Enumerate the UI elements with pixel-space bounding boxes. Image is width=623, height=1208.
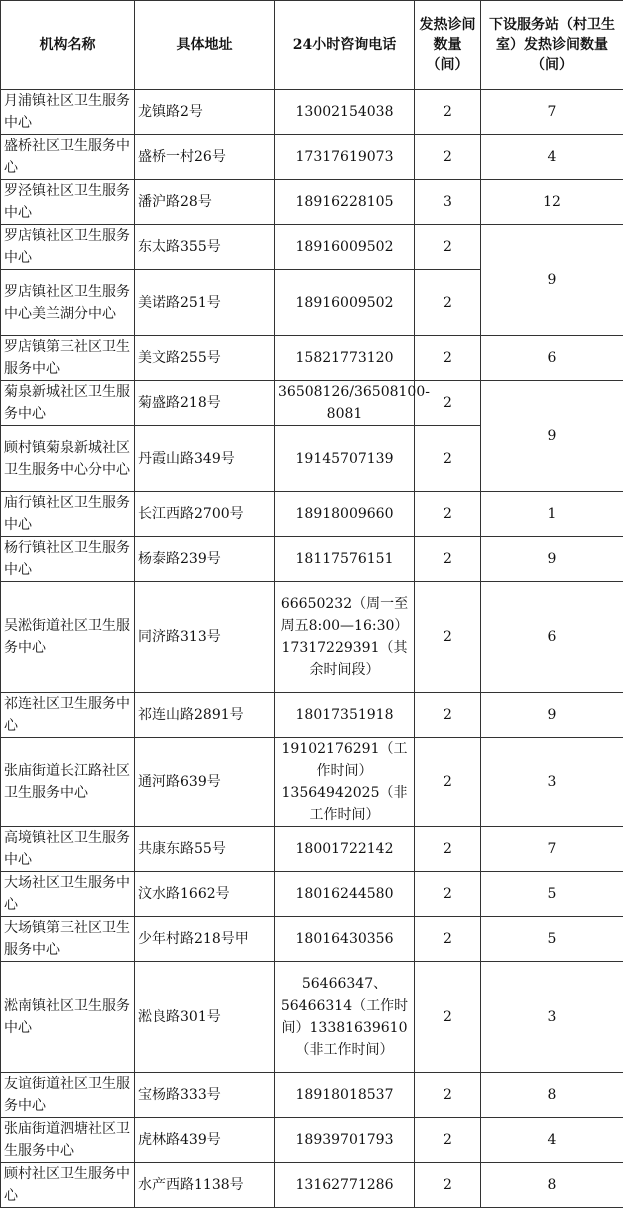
- org-name: 月浦镇社区卫生服务中心: [1, 90, 135, 135]
- org-phone: 18016430356: [275, 917, 415, 962]
- org-address: 少年村路218号甲: [135, 917, 275, 962]
- org-name: 庙行镇社区卫生服务中心: [1, 492, 135, 537]
- org-name: 吴淞街道社区卫生服务中心: [1, 582, 135, 693]
- org-name: 杨行镇社区卫生服务中心: [1, 537, 135, 582]
- org-name: 菊泉新城社区卫生服务中心: [1, 381, 135, 426]
- org-stations: 4: [481, 135, 623, 180]
- org-clinics: 2: [415, 426, 481, 492]
- org-address: 杨泰路239号: [135, 537, 275, 582]
- org-clinics: 2: [415, 1118, 481, 1163]
- org-stations: 12: [481, 180, 623, 225]
- org-stations: 5: [481, 872, 623, 917]
- org-phone: 18939701793: [275, 1118, 415, 1163]
- org-phone: 18117576151: [275, 537, 415, 582]
- org-stations: 8: [481, 1073, 623, 1118]
- table-row: [1, 1118, 623, 1163]
- org-address: 汶水路1662号: [135, 872, 275, 917]
- org-address: 同济路313号: [135, 582, 275, 693]
- org-name: 罗店镇社区卫生服务中心: [1, 225, 135, 270]
- org-name: 顾村镇菊泉新城社区卫生服务中心分中心: [1, 426, 135, 492]
- org-phone: 18918009660: [275, 492, 415, 537]
- org-stations: 4: [481, 1118, 623, 1163]
- org-name: 罗泾镇社区卫生服务中心: [1, 180, 135, 225]
- org-name: 友谊街道社区卫生服务中心: [1, 1073, 135, 1118]
- org-name: 张庙街道长江路社区卫生服务中心: [1, 738, 135, 827]
- org-phone: 19102176291（工作时间）13564942025（非工作时间）: [275, 738, 415, 827]
- org-stations: 6: [481, 336, 623, 381]
- header-stations: 下设服务站（村卫生室）发热诊间数量（间）: [481, 1, 623, 90]
- header-name: 机构名称: [1, 1, 135, 90]
- org-name: 高境镇社区卫生服务中心: [1, 827, 135, 872]
- org-name: 淞南镇社区卫生服务中心: [1, 962, 135, 1073]
- header-clinics: 发热诊间数量（间）: [415, 1, 481, 90]
- table-row: [1, 225, 623, 270]
- org-address: 淞良路301号: [135, 962, 275, 1073]
- org-address: 长江西路2700号: [135, 492, 275, 537]
- org-stations: 7: [481, 827, 623, 872]
- org-phone: 13002154038: [275, 90, 415, 135]
- org-clinics: 2: [415, 537, 481, 582]
- org-address: 丹霞山路349号: [135, 426, 275, 492]
- org-clinics: 2: [415, 381, 481, 426]
- org-stations: 5: [481, 917, 623, 962]
- org-phone: 18918018537: [275, 1073, 415, 1118]
- org-name: 大场镇第三社区卫生服务中心: [1, 917, 135, 962]
- org-stations: 8: [481, 1163, 623, 1208]
- org-address: 美诺路251号: [135, 270, 275, 336]
- org-address: 美文路255号: [135, 336, 275, 381]
- org-stations: 9: [481, 381, 623, 492]
- org-address: 祁连山路2891号: [135, 693, 275, 738]
- org-clinics: 2: [415, 90, 481, 135]
- table-row: [1, 1163, 623, 1208]
- org-phone: 56466347、56466314（工作时间）13381639610（非工作时间）: [275, 962, 415, 1073]
- org-name: 盛桥社区卫生服务中心: [1, 135, 135, 180]
- org-phone: 18016244580: [275, 872, 415, 917]
- org-name: 大场社区卫生服务中心: [1, 872, 135, 917]
- org-stations: 6: [481, 582, 623, 693]
- org-name: 张庙街道泗塘社区卫生服务中心: [1, 1118, 135, 1163]
- org-phone: 15821773120: [275, 336, 415, 381]
- table-row: [1, 381, 623, 426]
- org-stations: 3: [481, 738, 623, 827]
- table-row: [1, 872, 623, 917]
- org-address: 宝杨路333号: [135, 1073, 275, 1118]
- table-row: [1, 1073, 623, 1118]
- org-clinics: 2: [415, 827, 481, 872]
- org-clinics: 2: [415, 738, 481, 827]
- table-row: [1, 693, 623, 738]
- org-address: 菊盛路218号: [135, 381, 275, 426]
- org-stations: 1: [481, 492, 623, 537]
- org-phone: 36508126/36508100-8081: [275, 381, 415, 426]
- table-row: [1, 582, 623, 693]
- header-row: [1, 1, 623, 90]
- table-row: [1, 135, 623, 180]
- org-phone: 18916228105: [275, 180, 415, 225]
- org-address: 共康东路55号: [135, 827, 275, 872]
- org-stations: 7: [481, 90, 623, 135]
- org-stations: 9: [481, 693, 623, 738]
- table-row: [1, 90, 623, 135]
- org-clinics: 2: [415, 336, 481, 381]
- org-clinics: 2: [415, 135, 481, 180]
- org-clinics: 2: [415, 1163, 481, 1208]
- org-stations: 9: [481, 537, 623, 582]
- table-row: [1, 917, 623, 962]
- table-row: [1, 962, 623, 1073]
- org-clinics: 2: [415, 917, 481, 962]
- org-clinics: 2: [415, 1073, 481, 1118]
- table-row: [1, 180, 623, 225]
- header-phone: 24小时咨询电话: [275, 1, 415, 90]
- org-phone: 18017351918: [275, 693, 415, 738]
- org-clinics: 2: [415, 582, 481, 693]
- org-name: 罗店镇社区卫生服务中心美兰湖分中心: [1, 270, 135, 336]
- org-clinics: 2: [415, 225, 481, 270]
- org-address: 通河路639号: [135, 738, 275, 827]
- org-phone: 17317619073: [275, 135, 415, 180]
- org-phone: 19145707139: [275, 426, 415, 492]
- org-phone: 18916009502: [275, 225, 415, 270]
- org-clinics: 2: [415, 492, 481, 537]
- header-address: 具体地址: [135, 1, 275, 90]
- org-name: 祁连社区卫生服务中心: [1, 693, 135, 738]
- org-address: 东太路355号: [135, 225, 275, 270]
- org-address: 水产西路1138号: [135, 1163, 275, 1208]
- org-name: 罗店镇第三社区卫生服务中心: [1, 336, 135, 381]
- org-phone: 18001722142: [275, 827, 415, 872]
- table-row: [1, 336, 623, 381]
- org-stations: 3: [481, 962, 623, 1073]
- org-address: 虎林路439号: [135, 1118, 275, 1163]
- org-clinics: 3: [415, 180, 481, 225]
- table-row: [1, 827, 623, 872]
- org-stations: 9: [481, 225, 623, 336]
- org-phone: 66650232（周一至周五8:00—16:30）17317229391（其余时间段）: [275, 582, 415, 693]
- org-address: 潘沪路28号: [135, 180, 275, 225]
- org-clinics: 2: [415, 872, 481, 917]
- table-row: [1, 738, 623, 827]
- org-address: 龙镇路2号: [135, 90, 275, 135]
- org-clinics: 2: [415, 270, 481, 336]
- org-phone: 13162771286: [275, 1163, 415, 1208]
- table-row: [1, 492, 623, 537]
- org-clinics: 2: [415, 693, 481, 738]
- table-row: [1, 537, 623, 582]
- org-name: 顾村社区卫生服务中心: [1, 1163, 135, 1208]
- org-address: 盛桥一村26号: [135, 135, 275, 180]
- org-clinics: 2: [415, 962, 481, 1073]
- org-phone: 18916009502: [275, 270, 415, 336]
